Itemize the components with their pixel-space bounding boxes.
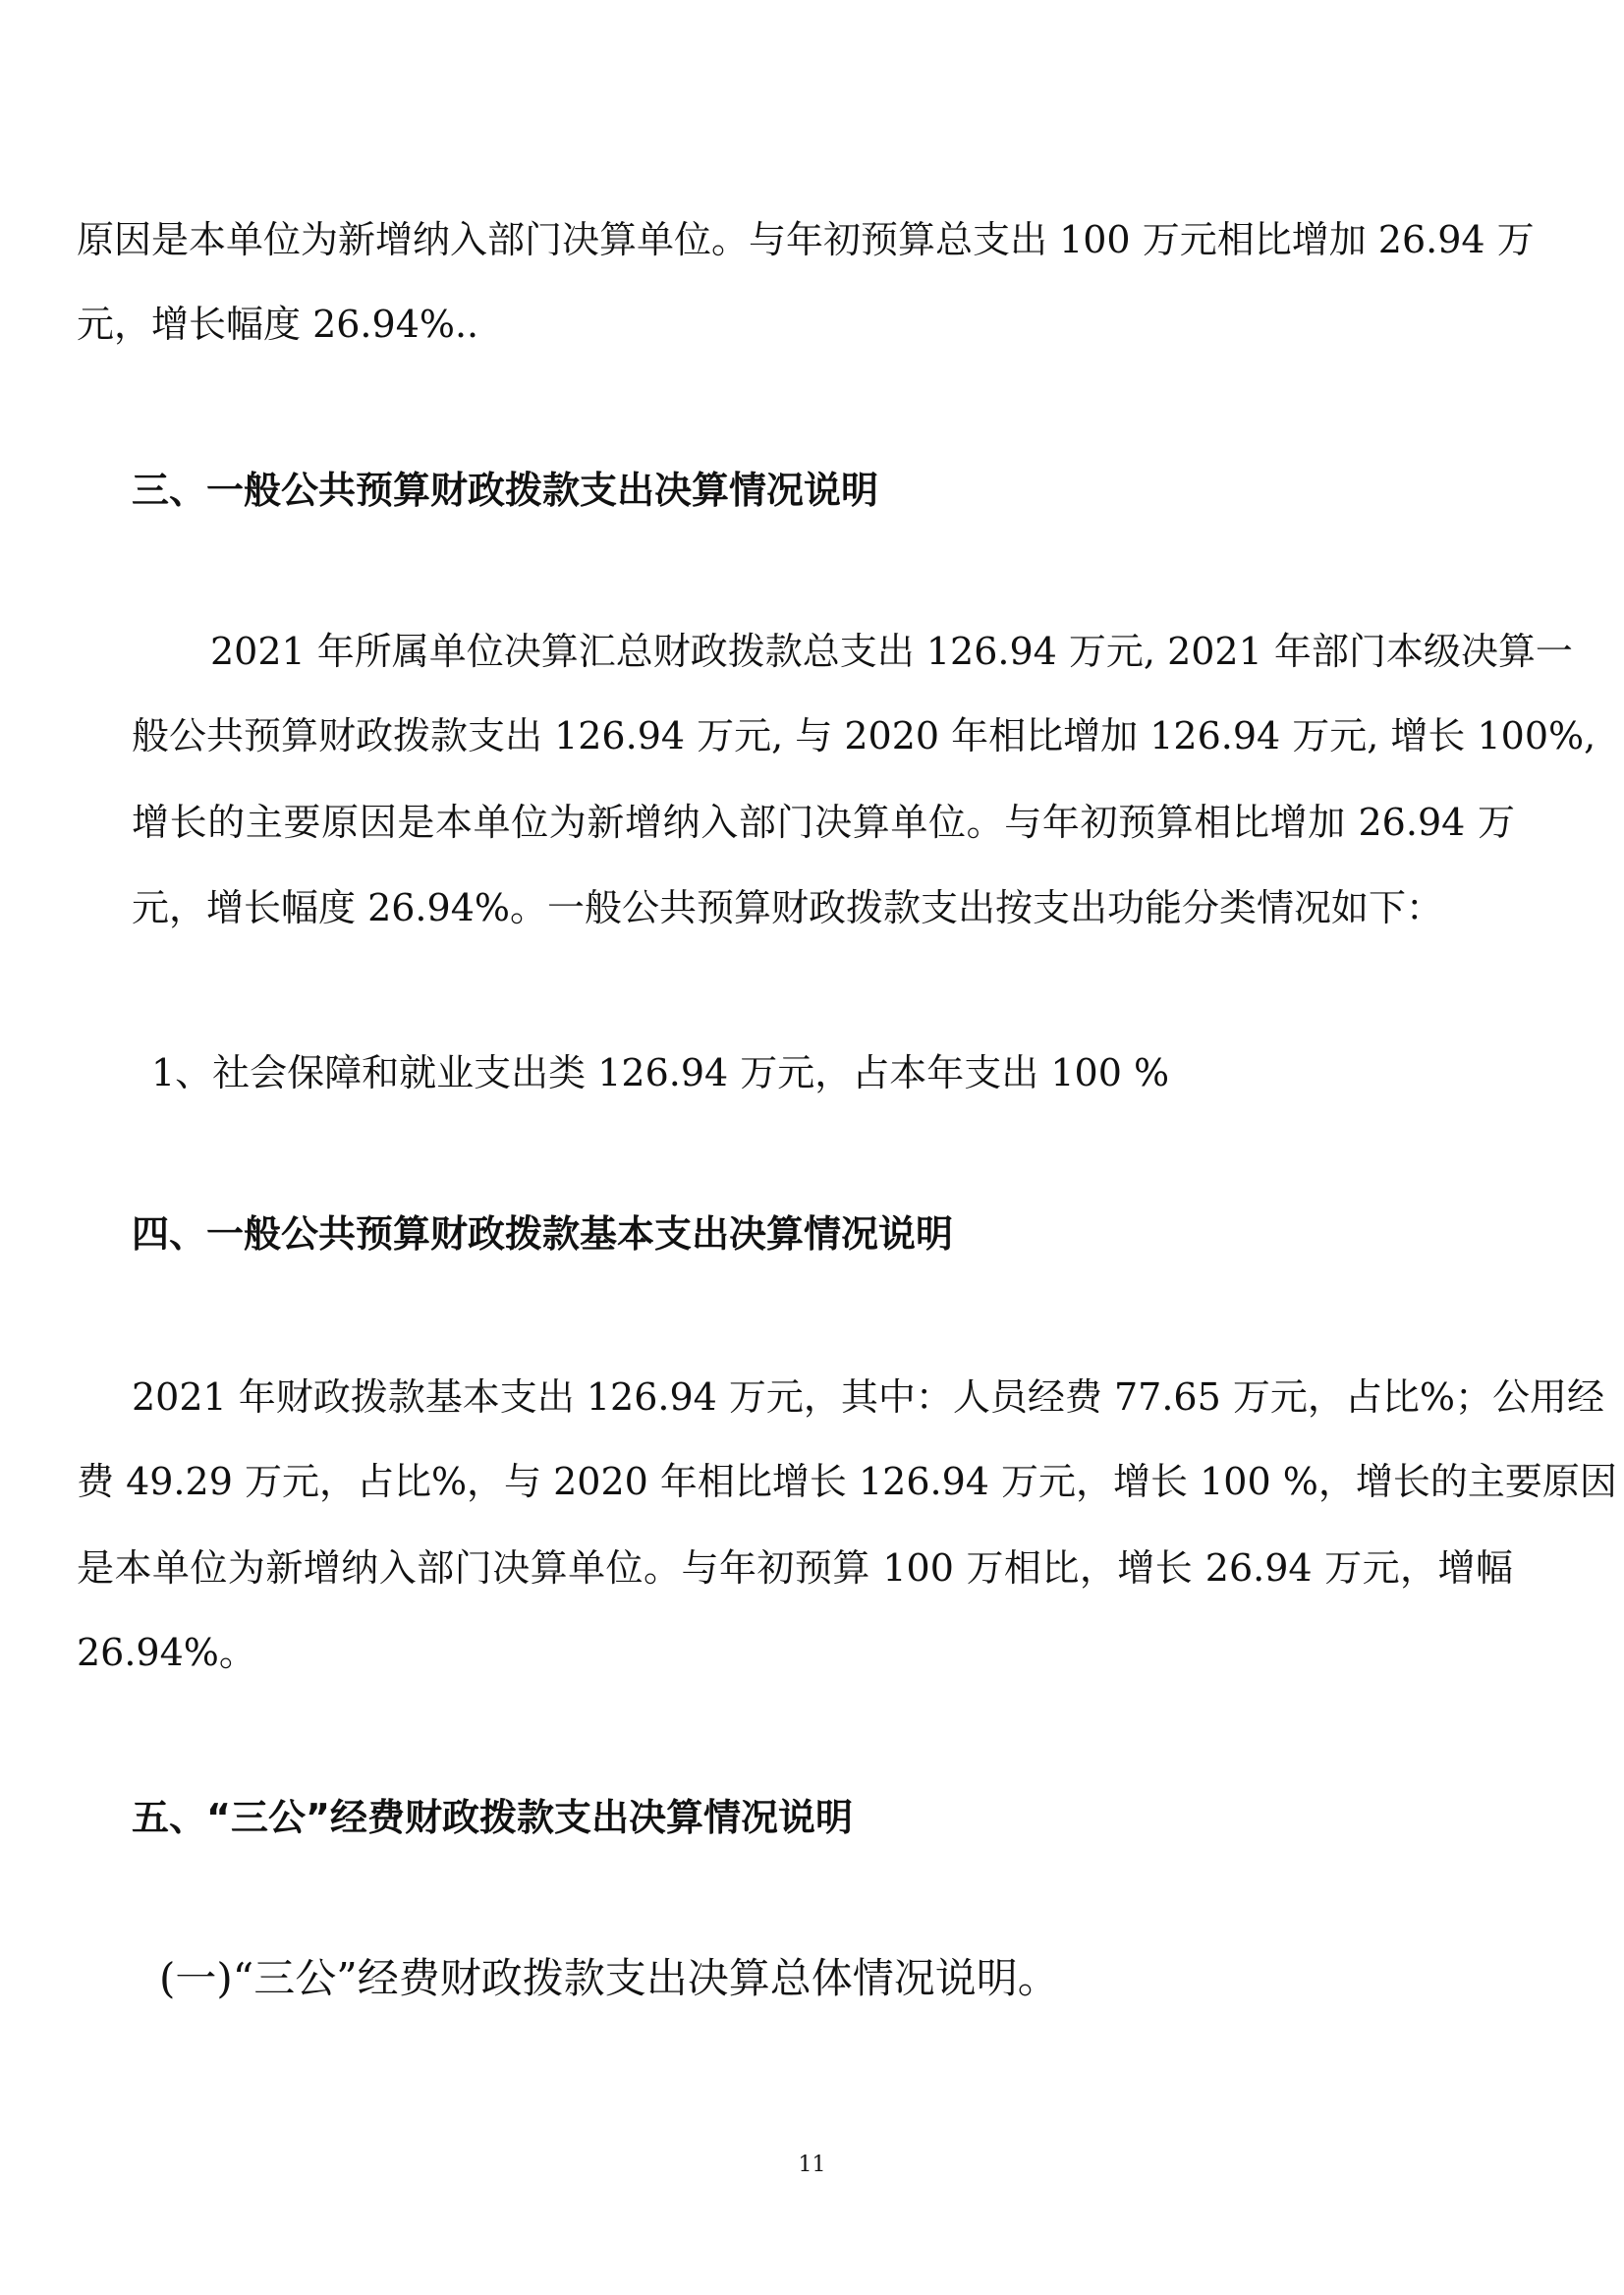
paragraph-line: 费 49.29 万元，占比%，与 2020 年相比增长 126.94 万元，增长 100 %，增长的主要原因 xyxy=(77,1460,1617,1503)
section-heading-4: 四、一般公共预算财政拨款基本支出决算情况说明 xyxy=(132,1212,954,1256)
paragraph-line: 2021 年财政拨款基本支出 126.94 万元，其中：人员经费 77.65 万元，占比%；公用经 xyxy=(132,1375,1604,1419)
subsection-heading: (一)“三公”经费财政拨款支出决算总体情况说明。 xyxy=(159,1954,1059,2002)
list-item: 1、社会保障和就业支出类 126.94 万元，占本年支出 100 % xyxy=(151,1051,1170,1094)
paragraph-line: 元，增长幅度 26.94%。一般公共预算财政拨款支出按支出功能分类情况如下： xyxy=(132,886,1443,929)
paragraph-line: 增长的主要原因是本单位为新增纳入部门决算单位。与年初预算相比增加 26.94 万 xyxy=(132,801,1515,844)
section-heading-3: 三、一般公共预算财政拨款支出决算情况说明 xyxy=(132,469,879,512)
paragraph-line: 是本单位为新增纳入部门决算单位。与年初预算 100 万相比，增长 26.94 万元，增幅 xyxy=(77,1546,1513,1590)
paragraph-line: 般公共预算财政拨款支出 126.94 万元, 与 2020 年相比增加 126.94 万元, 增长 100%, xyxy=(132,714,1596,757)
paragraph-line: 26.94%。 xyxy=(77,1631,256,1674)
paragraph-line: 元，增长幅度 26.94%.. xyxy=(77,303,479,346)
paragraph-line: 原因是本单位为新增纳入部门决算单位。与年初预算总支出 100 万元相比增加 26.94 万 xyxy=(77,218,1535,261)
paragraph-line: 2021 年所属单位决算汇总财政拨款总支出 126.94 万元, 2021 年部门本级决算一 xyxy=(210,630,1573,673)
page-number: 11 xyxy=(798,2153,826,2177)
section-heading-5: 五、“三公”经费财政拨款支出决算情况说明 xyxy=(132,1796,853,1839)
